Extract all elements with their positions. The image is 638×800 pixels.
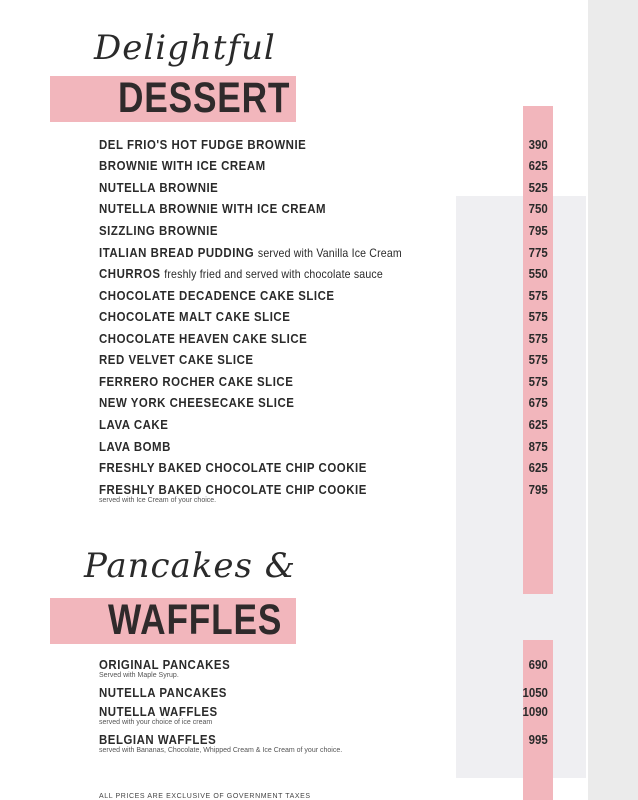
menu-item [99,374,554,394]
item-name: CHOCOLATE HEAVEN CAKE SLICE [99,331,308,346]
menu-item [99,482,554,502]
item-name: NUTELLA BROWNIE WITH ICE CREAM [99,201,327,216]
item-price: 750 [528,201,548,216]
item-price: 1090 [522,704,548,719]
item-price: 575 [528,309,548,324]
item-subtext: Served with Maple Syrup. [99,672,179,679]
item-price: 995 [528,732,548,747]
item-price: 775 [528,245,548,260]
item-price: 625 [528,158,548,173]
item-name: NUTELLA WAFFLES [99,704,218,719]
item-price: 575 [528,352,548,367]
item-price: 525 [528,180,548,195]
item-price: 875 [528,439,548,454]
menu-item [99,266,554,286]
item-name: FERRERO ROCHER CAKE SLICE [99,374,294,389]
menu-item [99,137,554,157]
item-description: freshly fried and served with chocolate sauce [164,267,383,281]
item-name: SIZZLING BROWNIE [99,223,219,238]
menu-item [99,439,554,459]
item-price: 675 [528,395,548,410]
dessert-script-title: Delightful [94,28,276,68]
item-price: 625 [528,417,548,432]
pancakes-title: WAFFLES [108,596,283,644]
item-subtext: served with Bananas, Chocolate, Whipped Cream & Ice Cream of your choice. [99,747,343,754]
menu-item [99,395,554,415]
item-name: ORIGINAL PANCAKES [99,657,231,672]
menu-item [99,201,554,221]
item-price: 550 [528,266,548,281]
item-name: BROWNIE WITH ICE CREAM [99,158,266,173]
menu-item [99,460,554,480]
item-name: LAVA CAKE [99,417,169,432]
menu-item [99,158,554,178]
menu-item [99,732,554,752]
footer-note: ALL PRICES ARE EXCLUSIVE OF GOVERNMENT TAXES [99,793,311,800]
item-title: ITALIAN BREAD PUDDING [99,245,255,260]
item-price: 690 [528,657,548,672]
item-name: NUTELLA PANCAKES [99,685,227,700]
menu-item [99,352,554,372]
item-price: 575 [528,288,548,303]
item-name: CHOCOLATE MALT CAKE SLICE [99,309,291,324]
item-name: NUTELLA BROWNIE [99,180,219,195]
item-subtext: served with your choice of ice cream [99,719,213,726]
menu-item [99,309,554,329]
item-title: CHURROS [99,266,161,281]
item-name: FRESHLY BAKED CHOCOLATE CHIP COOKIE [99,460,367,475]
menu-item [99,245,554,265]
item-price: 575 [528,374,548,389]
item-name [99,245,402,260]
item-description: served with Vanilla Ice Cream [257,246,402,260]
pancakes-script-title: Pancakes & [84,546,297,586]
menu-item [99,223,554,243]
item-name: BELGIAN WAFFLES [99,732,217,747]
item-price: 390 [528,137,548,152]
item-name: FRESHLY BAKED CHOCOLATE CHIP COOKIE [99,482,367,497]
item-name [99,266,383,281]
dessert-title: DESSERT [118,74,291,122]
menu-item [99,288,554,308]
item-price: 575 [528,331,548,346]
item-name: NEW YORK CHEESECAKE SLICE [99,395,295,410]
item-price: 1050 [522,685,548,700]
item-name: DEL FRIO'S HOT FUDGE BROWNIE [99,137,307,152]
item-price: 795 [528,482,548,497]
menu-item [99,704,554,724]
item-price: 795 [528,223,548,238]
item-price: 625 [528,460,548,475]
item-name: RED VELVET CAKE SLICE [99,352,254,367]
menu-item [99,657,554,677]
item-name: CHOCOLATE DECADENCE CAKE SLICE [99,288,335,303]
menu-item [99,180,554,200]
menu-item [99,417,554,437]
menu-item [99,685,554,705]
item-name: LAVA BOMB [99,439,171,454]
item-subtext: served with Ice Cream of your choice. [99,497,217,504]
menu-item [99,331,554,351]
